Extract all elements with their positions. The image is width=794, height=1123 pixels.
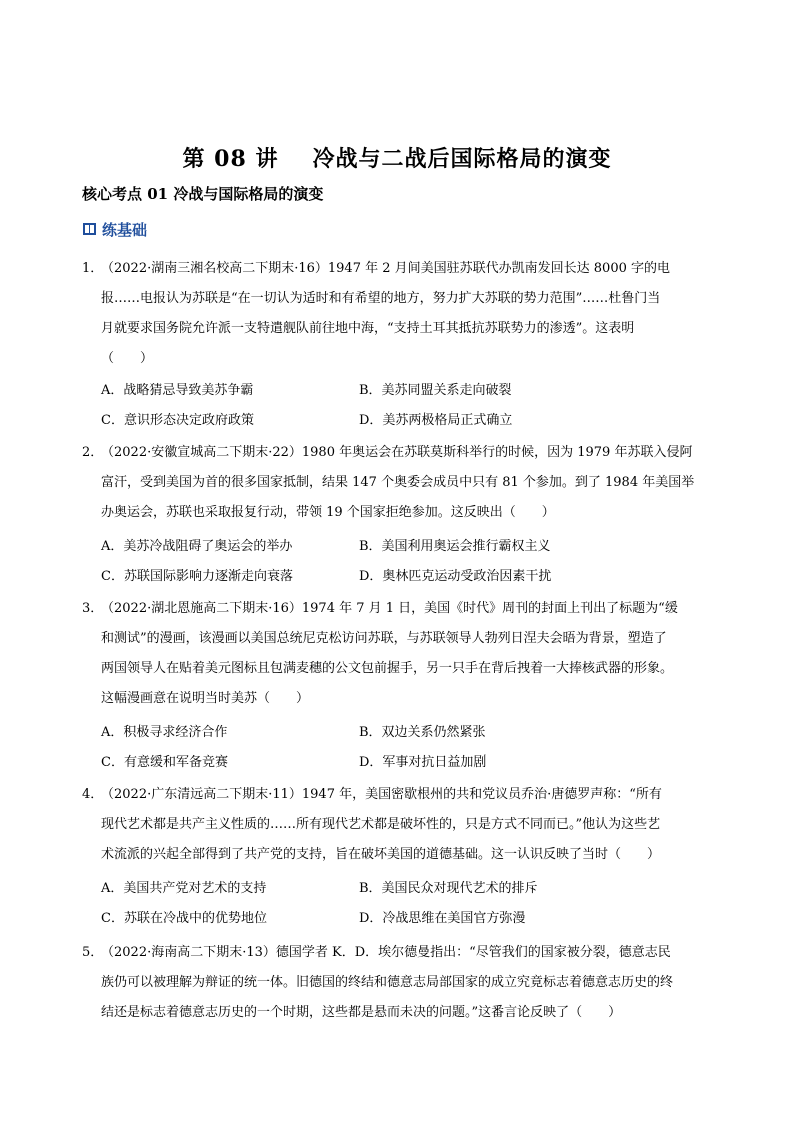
question-text-line: 富汗，受到美国为首的很多国家抵制，结果 147 个奥委会成员中只有 81 个参加。到了 1984 年美国举 bbox=[101, 475, 695, 490]
question-5 bbox=[82, 938, 722, 1028]
question-number: 4． bbox=[82, 787, 104, 802]
question-text-line: 办奥运会，苏联也采取报复行动，带领 19 个国家拒绝参加。这反映出（ ） bbox=[101, 505, 555, 520]
question-text-line: 结还是标志着德意志历史的一个时期，这些都是悬而未决的问题。”这番言论反映了（ ） bbox=[101, 1005, 622, 1020]
option-c[interactable]: C．苏联国际影响力逐渐走向衰落 bbox=[101, 569, 293, 584]
question-text-line: （2022·安徽宣城高二下期末·22）1980 年奥运会在苏联莫斯科举行的时候，因为 1979 年苏联入侵阿 bbox=[101, 445, 693, 460]
question-text-line: （2022·广东清远高二下期末·11）1947 年，美国密歇根州的共和党议员乔治·唐德罗声称：“所有 bbox=[101, 787, 662, 802]
option-a[interactable]: A．积极寻求经济合作 bbox=[101, 725, 228, 740]
page-title bbox=[0, 142, 794, 173]
option-d[interactable]: D．冷战思维在美国官方弥漫 bbox=[359, 911, 526, 926]
question-text-line: 和测试”的漫画，该漫画以美国总统尼克松访问苏联，与苏联领导人勃列日涅夫会晤为背景，塑造了 bbox=[101, 631, 667, 646]
question-2-options bbox=[101, 532, 661, 592]
question-2 bbox=[82, 438, 722, 528]
question-text-line: 这幅漫画意在说明当时美苏（ ） bbox=[101, 691, 310, 706]
option-c[interactable]: C．意识形态决定政府政策 bbox=[101, 413, 254, 428]
option-a[interactable]: A．战略猜忌导致美苏争霸 bbox=[101, 383, 254, 398]
question-text-line: （2022·湖北恩施高二下期末·16）1974 年 7 月 1 日，美国《时代》周刊的封面上刊出了标题为“缓 bbox=[101, 601, 678, 616]
question-number: 1． bbox=[82, 261, 104, 276]
question-text-line: 术流派的兴起全部得到了共产党的支持，旨在破坏美国的道德基础。这一认识反映了当时（ ） bbox=[101, 847, 661, 862]
section-label: 练基础 bbox=[102, 220, 148, 239]
option-d[interactable]: D．美苏两极格局正式确立 bbox=[359, 413, 513, 428]
option-b[interactable]: B．美国利用奥运会推行霸权主义 bbox=[359, 539, 551, 554]
option-b[interactable]: B．美国民众对现代艺术的排斥 bbox=[359, 881, 538, 896]
section-heading bbox=[82, 218, 147, 240]
option-d[interactable]: D．军事对抗日益加剧 bbox=[359, 755, 487, 770]
core-point-heading: 核心考点 01 冷战与国际格局的演变 bbox=[82, 185, 324, 203]
question-number: 5． bbox=[82, 945, 104, 960]
question-number: 3． bbox=[82, 601, 104, 616]
question-1 bbox=[82, 254, 722, 374]
lecture-number: 第 08 讲 bbox=[182, 146, 279, 172]
question-text-line: 两国领导人在贴着美元图标且包满麦穗的公文包前握手，另一只手在背后拽着一大捧核武器的形象。 bbox=[101, 661, 674, 676]
question-text-line: （ ） bbox=[101, 351, 154, 366]
option-b[interactable]: B．双边关系仍然紧张 bbox=[359, 725, 486, 740]
question-text-line: 现代艺术都是共产主义性质的……所有现代艺术都是破坏性的，只是方式不同而已。”他认为这些艺 bbox=[101, 817, 661, 832]
question-4 bbox=[82, 780, 722, 870]
book-icon bbox=[82, 222, 97, 236]
option-b[interactable]: B．美苏同盟关系走向破裂 bbox=[359, 383, 512, 398]
question-1-options bbox=[101, 376, 661, 436]
question-text-line: 月就要求国务院允许派一支特遣舰队前往地中海，“支持土耳其抵抗苏联势力的渗透”。这表明 bbox=[101, 321, 635, 336]
option-a[interactable]: A．美苏冷战阻碍了奥运会的举办 bbox=[101, 539, 293, 554]
option-c[interactable]: C．有意缓和军备竞赛 bbox=[101, 755, 228, 770]
question-text-line: 族仍可以被理解为辩证的统一体。旧德国的终结和德意志局部国家的成立究竟标志着德意志历史的终 bbox=[101, 975, 674, 990]
option-a[interactable]: A．美国共产党对艺术的支持 bbox=[101, 881, 267, 896]
question-3 bbox=[82, 594, 722, 714]
question-3-options bbox=[101, 718, 661, 778]
lecture-topic: 冷战与二战后国际格局的演变 bbox=[312, 146, 612, 172]
option-d[interactable]: D．奥林匹克运动受政治因素干扰 bbox=[359, 569, 552, 584]
option-c[interactable]: C．苏联在冷战中的优势地位 bbox=[101, 911, 267, 926]
question-text-line: （2022·湖南三湘名校高二下期末·16）1947 年 2 月间美国驻苏联代办凯南发回长达 8000 字的电 bbox=[101, 261, 670, 276]
question-4-options bbox=[101, 874, 661, 934]
question-number: 2． bbox=[82, 445, 104, 460]
question-text-line: 报……电报认为苏联是“在一切认为适时和有希望的地方，努力扩大苏联的势力范围”……杜鲁门当 bbox=[101, 291, 661, 306]
question-text-line: （2022·海南高二下期末·13）德国学者 K．D．埃尔德曼指出：“尽管我们的国家被分裂，德意志民 bbox=[101, 945, 671, 960]
